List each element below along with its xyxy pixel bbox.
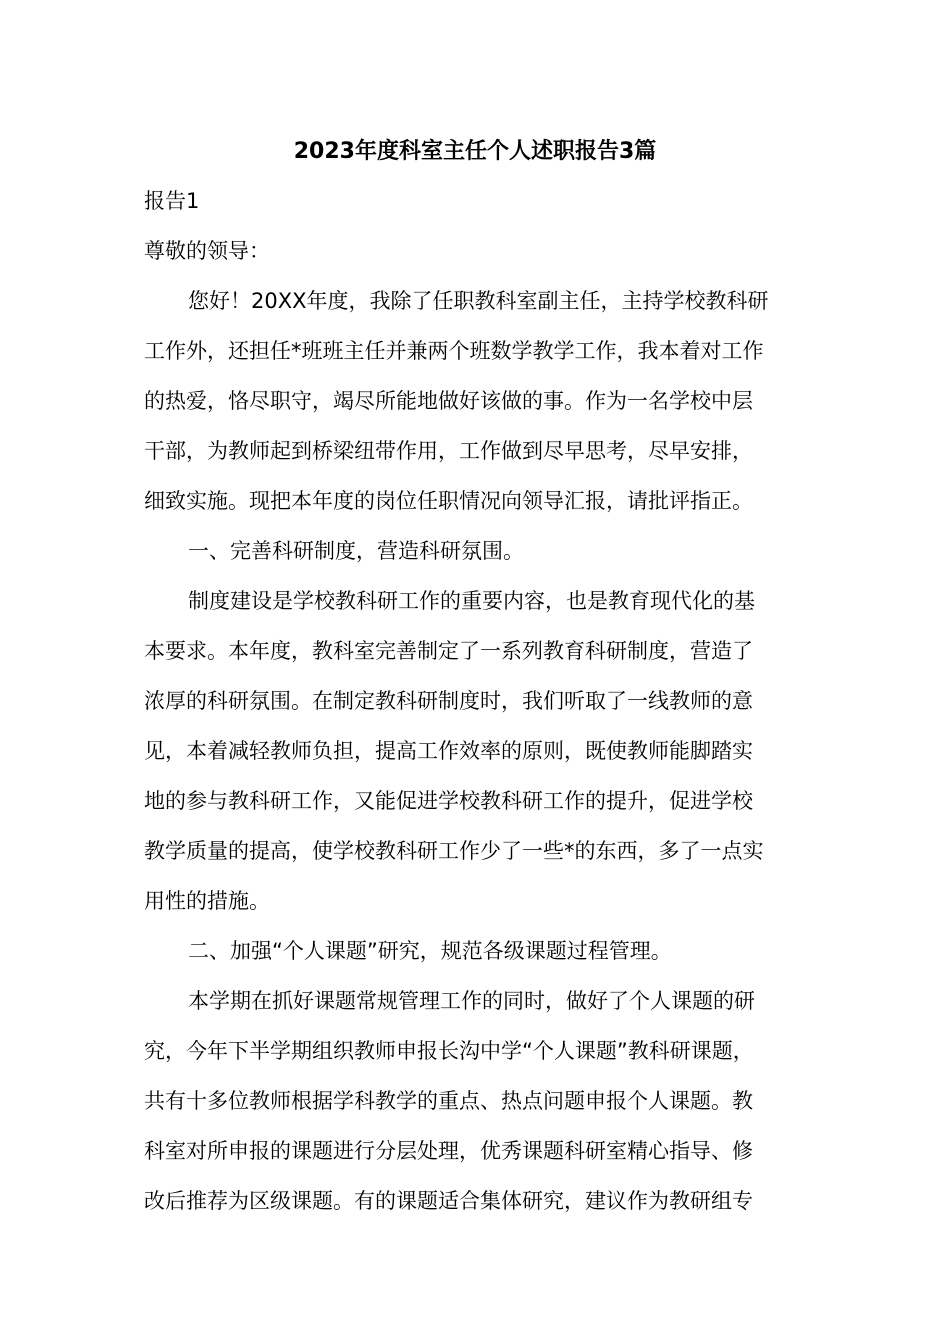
document-title: 2023年度科室主任个人述职报告3篇 [293, 139, 657, 164]
report-label: 报告1 [144, 189, 200, 213]
paragraph-line: 究，今年下半学期组织教师申报长沟中学“个人课题”教科研课题， [144, 1039, 754, 1063]
paragraph-line: 教学质量的提高，使学校教科研工作少了一些*的东西，多了一点实 [144, 839, 764, 863]
paragraph-line: 改后推荐为区级课题。有的课题适合集体研究，建议作为教研组专 [144, 1189, 753, 1213]
section-heading: 一、完善科研制度，营造科研氛围。 [188, 539, 524, 563]
paragraph-line: 地的参与教科研工作，又能促进学校教科研工作的提升，促进学校 [144, 789, 753, 813]
salutation: 尊敬的领导： [144, 239, 270, 263]
paragraph-line: 细致实施。现把本年度的岗位任职情况向领导汇报，请批评指正。 [144, 489, 753, 513]
paragraph-line: 用性的措施。 [144, 889, 270, 913]
section-heading: 二、加强“个人课题”研究，规范各级课题过程管理。 [188, 939, 672, 963]
paragraph-line: 您好！20XX年度，我除了任职教科室副主任，主持学校教科研 [188, 289, 769, 313]
paragraph-line: 共有十多位教师根据学科教学的重点、热点问题申报个人课题。教 [144, 1089, 753, 1113]
paragraph-line: 浓厚的科研氛围。在制定教科研制度时，我们听取了一线教师的意 [144, 689, 753, 713]
paragraph-line: 本学期在抓好课题常规管理工作的同时，做好了个人课题的研 [188, 989, 755, 1013]
paragraph-line: 科室对所申报的课题进行分层处理，优秀课题科研室精心指导、修 [144, 1139, 753, 1163]
paragraph-line: 见，本着减轻教师负担，提高工作效率的原则，既使教师能脚踏实 [144, 739, 753, 763]
paragraph-line: 的热爱，恪尽职守，竭尽所能地做好该做的事。作为一名学校中层 [144, 389, 753, 413]
paragraph-line: 工作外，还担任*班班主任并兼两个班数学教学工作，我本着对工作 [144, 339, 764, 363]
paragraph-line: 干部，为教师起到桥梁纽带作用，工作做到尽早思考，尽早安排， [144, 439, 753, 463]
paragraph-line: 制度建设是学校教科研工作的重要内容，也是教育现代化的基 [188, 589, 755, 613]
paragraph-line: 本要求。本年度，教科室完善制定了一系列教育科研制度，营造了 [144, 639, 753, 663]
